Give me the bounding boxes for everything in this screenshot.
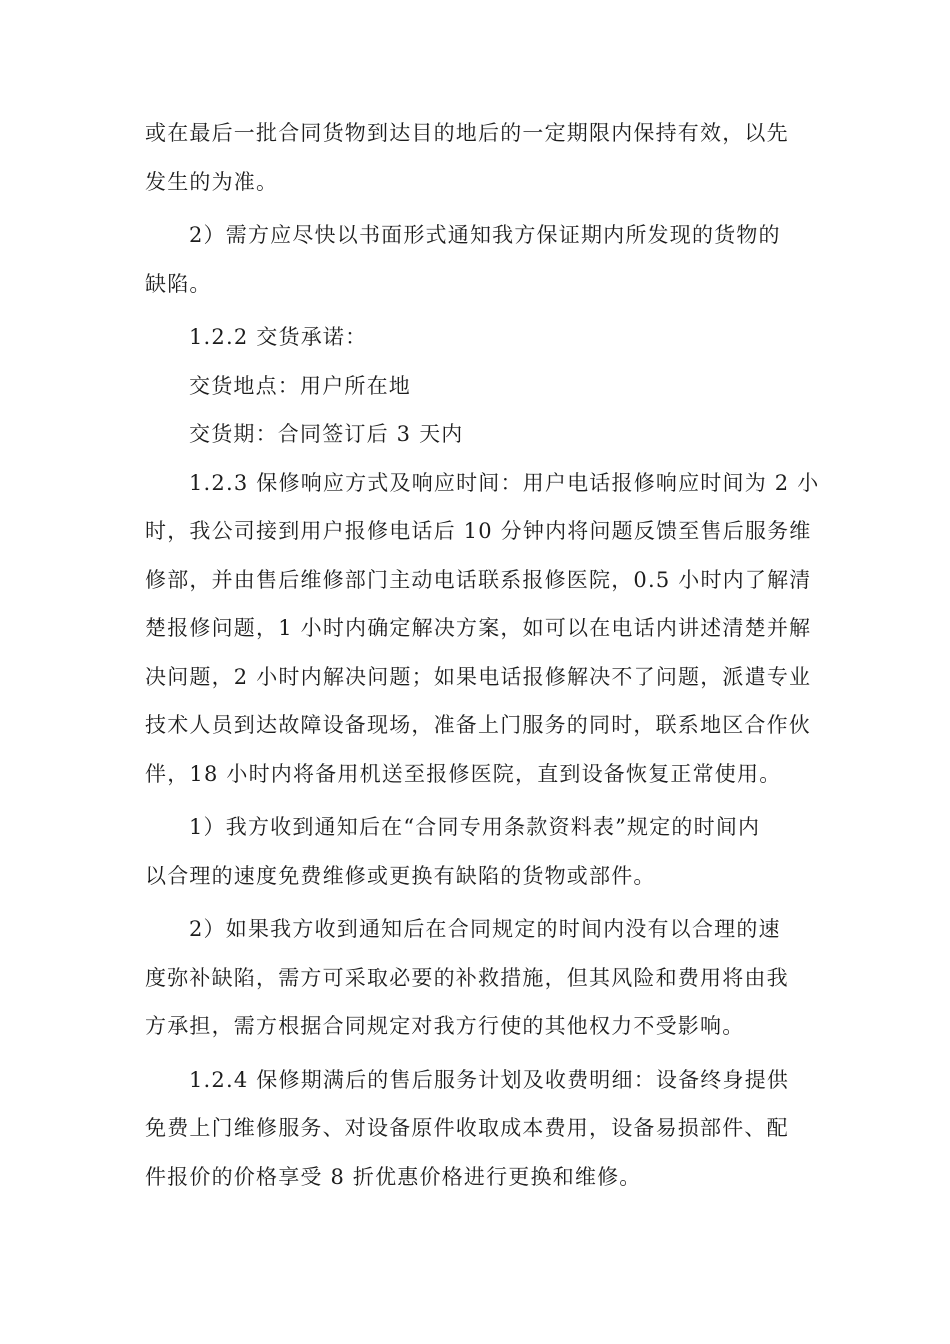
text-line: 件报价的价格享受 8 折优惠价格进行更换和维修。 [145, 1164, 642, 1189]
text-line: 以合理的速度免费维修或更换有缺陷的货物或部件。 [145, 863, 656, 888]
section-heading: 1.2.2 交货承诺： [189, 325, 368, 349]
text-line: 技术人员到达故障设备现场，准备上门服务的同时，联系地区合作伙 [145, 713, 811, 737]
text-line: 方承担，需方根据合同规定对我方行使的其他权力不受影响。 [145, 1014, 745, 1038]
text-line: 1.2.3 保修响应方式及响应时间：用户电话报修响应时间为 2 小 [189, 470, 820, 495]
text-line: 2）如果我方收到通知后在合同规定的时间内没有以合理的速 [189, 917, 781, 941]
text-line: 交货期：合同签订后 3 天内 [189, 422, 464, 446]
document-body [145, 109, 820, 1201]
text-line: 交货地点：用户所在地 [189, 373, 411, 398]
text-line: 修部，并由售后维修部门主动电话联系报修医院，0.5 小时内了解清 [145, 567, 812, 592]
text-line: 1）我方收到通知后在“合同专用条款资料表”规定的时间内 [189, 815, 761, 839]
text-line: 发生的为准。 [145, 169, 279, 194]
text-line: 1.2.4 保修期满后的售后服务计划及收费明细：设备终身提供 [189, 1067, 790, 1092]
text-line: 时，我公司接到用户报修电话后 10 分钟内将问题反馈至售后服务维 [145, 519, 812, 543]
text-line: 伴，18 小时内将备用机送至报修医院，直到设备恢复正常使用。 [145, 761, 782, 786]
text-line: 楚报修问题，1 小时内确定解决方案，如可以在电话内讲述清楚并解 [145, 616, 812, 640]
text-line: 缺陷。 [145, 271, 212, 296]
text-line: 决问题，2 小时内解决问题；如果电话报修解决不了问题，派遣专业 [145, 664, 812, 689]
text-line: 免费上门维修服务、对设备原件收取成本费用，设备易损部件、配 [145, 1116, 789, 1140]
text-line: 或在最后一批合同货物到达目的地后的一定期限内保持有效，以先 [145, 121, 789, 145]
text-line: 度弥补缺陷，需方可采取必要的补救措施，但其风险和费用将由我 [145, 965, 789, 990]
text-line: 2）需方应尽快以书面形式通知我方保证期内所发现的货物的 [189, 223, 781, 247]
